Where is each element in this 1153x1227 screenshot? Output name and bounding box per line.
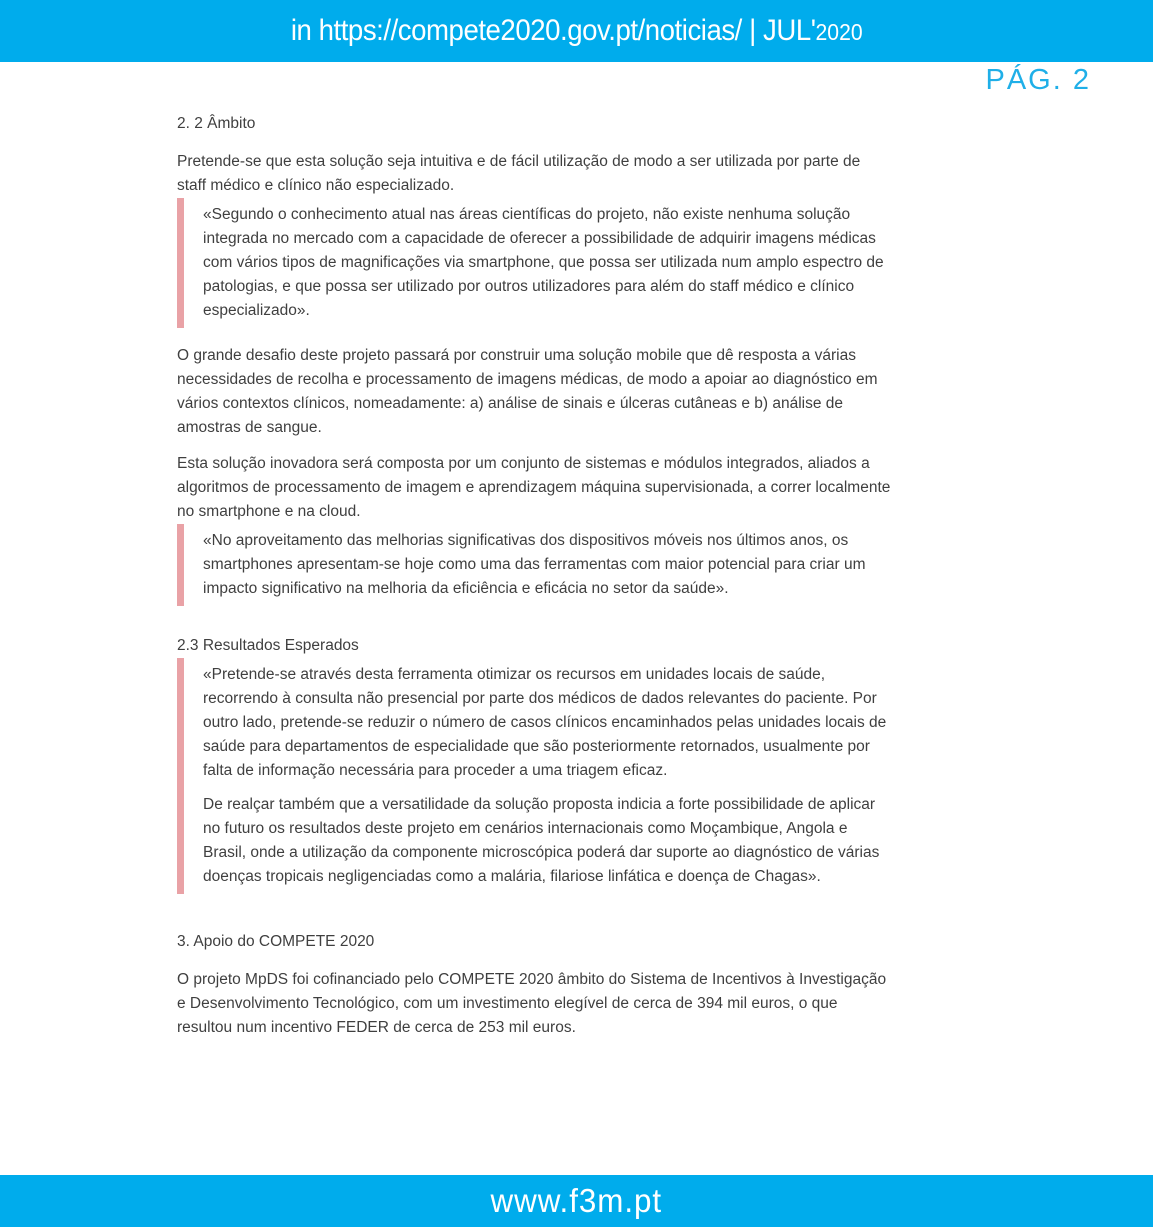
article-body <box>177 108 891 1040</box>
section-heading-ambito: 2. 2 Âmbito <box>177 115 256 132</box>
quote-text: «No aproveitamento das melhorias significativas dos dispositivos móveis nos últimos anos, os smartphones apresentam-se hoje como uma das ferramentas com maior potencial para criar um impacto significativo na melhoria da eficiência e eficácia no setor da saúde». <box>203 532 866 597</box>
pull-quote-international-scenarios <box>177 788 891 894</box>
footer-banner <box>0 1175 1153 1227</box>
source-year: 2020 <box>815 19 863 45</box>
header-banner <box>0 0 1153 62</box>
pull-quote-expected-results <box>177 658 891 788</box>
quote-text: De realçar também que a versatilidade da solução proposta indicia a forte possibilidade de aplicar no futuro os resultados deste projeto em cenários internacionais como Moçambique, Angola e Brasil, onde a utilização da componente microscópica poderá dar suporte ao diagnóstico de várias doenças tropicais negligenciadas como a malária, filariose linfática e doença de Chagas». <box>203 796 880 885</box>
paragraph-challenge: O grande desafio deste projeto passará por construir uma solução mobile que dê resposta a várias necessidades de recolha e processamento de imagens médicas, de modo a apoiar ao diagnóstico em vários contextos clínicos, nomeadamente: a) análise de sinais e úlceras cutâneas e b) análise de amostras de sangue. <box>177 347 878 436</box>
paragraph-intro: Pretende-se que esta solução seja intuitiva e de fácil utilização de modo a ser utilizada por parte de staff médico e clínico não especializado. <box>177 153 861 194</box>
page-number-label: PÁG. 2 <box>985 64 1091 96</box>
paragraph-solution-composition: Esta solução inovadora será composta por um conjunto de sistemas e módulos integrados, aliados a algoritmos de processamento de imagem e aprendizagem máquina supervisionada, a correr localmente no smartphone e na cloud. <box>177 455 891 520</box>
section-heading-apoio: 3. Apoio do COMPETE 2020 <box>177 933 375 950</box>
source-url-text <box>291 14 863 48</box>
quote-text: «Pretende-se através desta ferramenta otimizar os recursos em unidades locais de saúde, recorrendo à consulta não presencial por parte dos médicos de dados relevantes do paciente. Por outro lado, pretende-se reduzir o número de casos clínicos encaminhados pelas unidades locais de saúde para departamentos de especialidade que são posteriormente retornados, usualmente por falta de informação necessária para proceder a uma triagem eficaz. <box>203 666 887 779</box>
pull-quote-market-solution <box>177 198 891 328</box>
section-heading-resultados: 2.3 Resultados Esperados <box>177 637 359 654</box>
footer-site-url: www.f3m.pt <box>490 1182 663 1219</box>
pull-quote-smartphones <box>177 524 891 606</box>
quote-text: «Segundo o conhecimento atual nas áreas científicas do projeto, não existe nenhuma solução integrada no mercado com a capacidade de oferecer a possibilidade de adquirir imagens médicas com vários tipos de magnificações via smartphone, que possa ser utilizada num amplo espectro de patologias, e que possa ser utilizado por outros utilizadores para além do staff médico e clínico especializado». <box>203 206 884 319</box>
source-url: in https://compete2020.gov.pt/noticias/ | JUL' <box>290 14 816 47</box>
paragraph-funding: O projeto MpDS foi cofinanciado pelo COMPETE 2020 âmbito do Sistema de Incentivos à Investigação e Desenvolvimento Tecnológico, com um investimento elegível de cerca de 394 mil euros, o que resultou num incentivo FEDER de cerca de 253 mil euros. <box>177 971 887 1036</box>
